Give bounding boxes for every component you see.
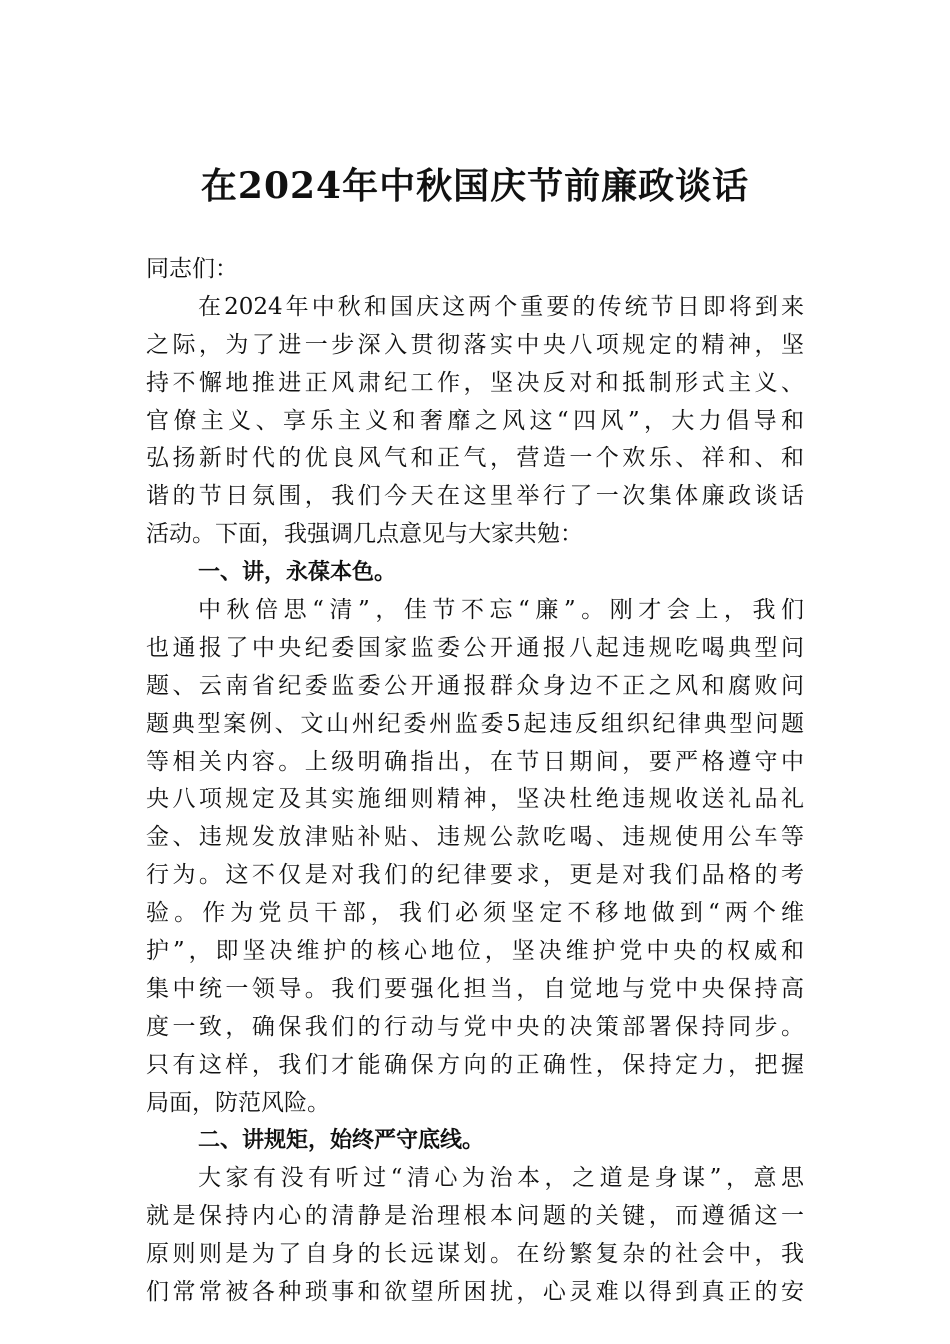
text-line: 题典型案例、文山州纪委州监委5起违反组织纪律典型问题 xyxy=(146,710,804,737)
text-line: 之际，为了进一步深入贯彻落实中央八项规定的精神，坚 xyxy=(146,331,804,358)
text-line: 只有这样，我们才能确保方向的正确性，保持定力，把握 xyxy=(146,1051,804,1078)
section-heading: 二、讲规矩，始终严守底线。 xyxy=(198,1128,485,1154)
text-line: 等相关内容。上级明确指出，在节日期间，要严格遵守中 xyxy=(146,748,804,775)
text-line: 题、云南省纪委监委公开通报群众身边不正之风和腐败问 xyxy=(146,672,804,699)
text-line: 大家有没有听过“清心为治本，之道是身谋”，意思 xyxy=(198,1165,804,1192)
text-line: 原则则是为了自身的长远谋划。在纷繁复杂的社会中，我 xyxy=(146,1241,804,1268)
section-heading: 一、讲，永葆本色。 xyxy=(198,560,397,586)
text-line: 验。作为党员干部，我们必须坚定不移地做到“两个维 xyxy=(146,900,804,927)
text-line: 金、违规发放津贴补贴、违规公款吃喝、违规使用公车等 xyxy=(146,824,804,851)
text-line: 就是保持内心的清静是治理根本问题的关键，而遵循这一 xyxy=(146,1203,804,1230)
text-line: 局面，防范风险。 xyxy=(146,1089,330,1116)
text-line: 弘扬新时代的优良风气和正气，营造一个欢乐、祥和、和 xyxy=(146,445,804,472)
text-line: 也通报了中央纪委国家监委公开通报八起违规吃喝典型问 xyxy=(146,634,804,661)
text-line: 央八项规定及其实施细则精神，坚决杜绝违规收送礼品礼 xyxy=(146,786,804,813)
text-line: 持不懈地推进正风肃纪工作，坚决反对和抵制形式主义、 xyxy=(146,369,804,396)
text-line: 中秋倍思“清”，佳节不忘“廉”。刚才会上，我们 xyxy=(198,597,804,624)
text-line: 集中统一领导。我们要强化担当，自觉地与党中央保持高 xyxy=(146,975,804,1002)
text-line: 护”，即坚决维护的核心地位，坚决维护党中央的权威和 xyxy=(146,938,804,965)
text-line: 谐的节日氛围，我们今天在这里举行了一次集体廉政谈话 xyxy=(146,483,804,510)
document-body xyxy=(146,251,804,1312)
text-line: 行为。这不仅是对我们的纪律要求，更是对我们品格的考 xyxy=(146,862,804,889)
text-line: 官僚主义、享乐主义和奢靡之风这“四风”，大力倡导和 xyxy=(146,407,804,434)
text-line: 活动。下面，我强调几点意见与大家共勉： xyxy=(146,521,583,548)
document-title: 在2024年中秋国庆节前廉政谈话 xyxy=(200,165,750,207)
text-line: 们常常被各种琐事和欲望所困扰，心灵难以得到真正的安 xyxy=(146,1279,804,1306)
salutation: 同志们： xyxy=(146,256,238,282)
text-line: 在2024年中秋和国庆这两个重要的传统节日即将到来 xyxy=(198,293,804,320)
text-line: 度一致，确保我们的行动与党中央的决策部署保持同步。 xyxy=(146,1013,804,1040)
